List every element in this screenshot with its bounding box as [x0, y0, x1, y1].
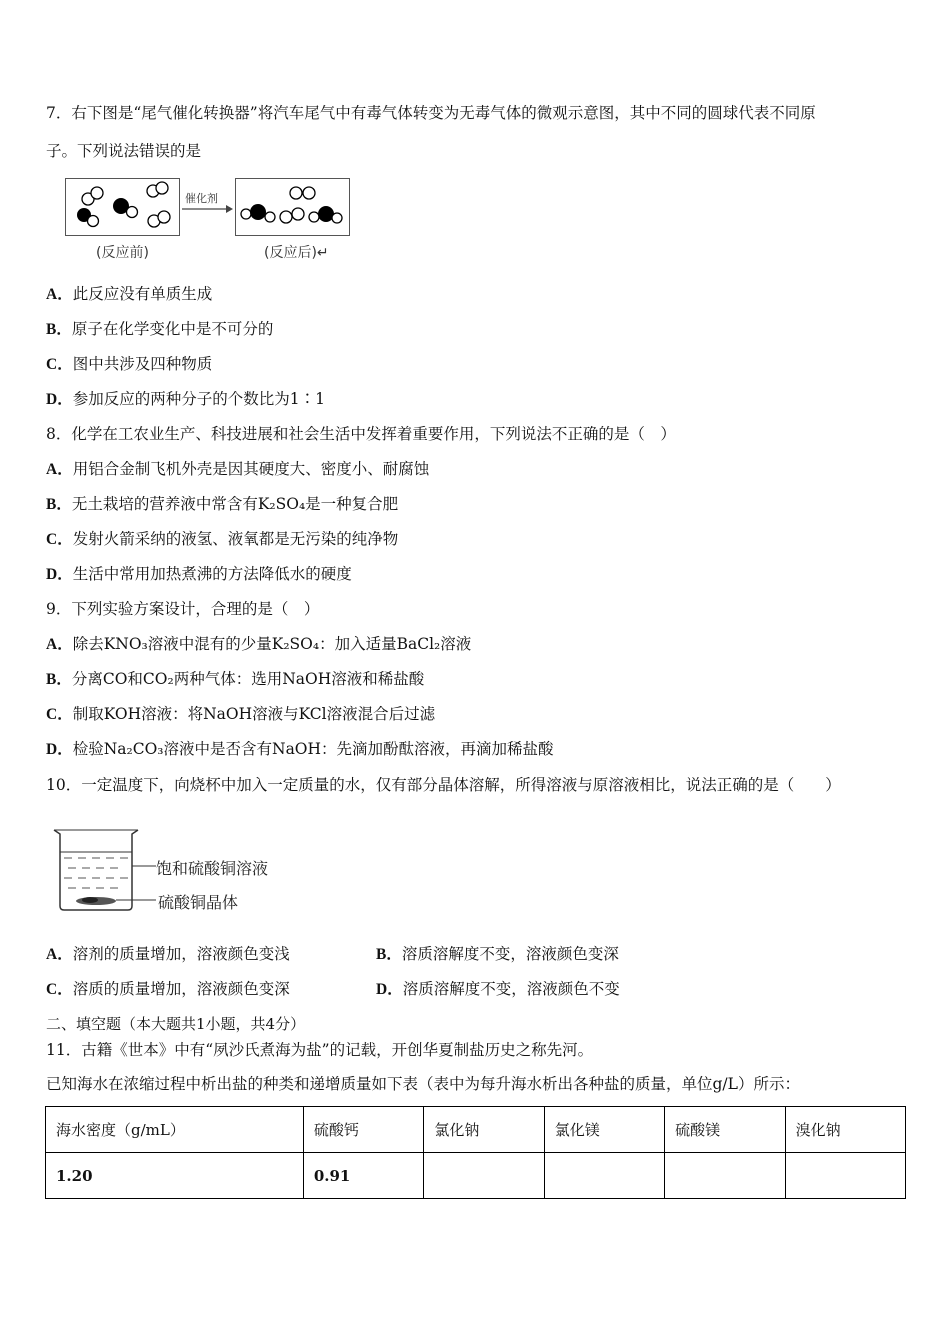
q9-option-b: B．分离CO和CO₂两种气体：选用NaOH溶液和稀盐酸	[46, 670, 425, 688]
table-cell	[424, 1153, 544, 1199]
q8-option-c: C．发射火箭采纳的液氢、液氧都是无污染的纯净物	[46, 530, 399, 548]
q7-option-a: A．此反应没有单质生成	[46, 285, 213, 303]
q9-option-c: C．制取KOH溶液：将NaOH溶液与KCl溶液混合后过滤	[46, 705, 436, 723]
reaction-arrow-icon	[180, 204, 234, 214]
reaction-after-box	[235, 178, 350, 236]
q7-stem-line1: 7．右下图是“尾气催化转换器”将汽车尾气中有毒气体转变为无毒气体的微观示意图，其中不同的圆球代表不同原	[46, 104, 816, 122]
table-cell	[665, 1153, 785, 1199]
q10-option-c: C．溶质的质量增加，溶液颜色变深	[46, 980, 290, 998]
q7-option-d: D．参加反应的两种分子的个数比为1∶1	[46, 390, 325, 408]
molecules-after-diagram	[236, 179, 349, 235]
table-cell	[544, 1153, 664, 1199]
q9-stem: 9．下列实验方案设计，合理的是（ ）	[46, 600, 320, 618]
table-header-cell: 海水密度（g/mL）	[46, 1107, 304, 1153]
table-header-cell: 硫酸镁	[665, 1107, 785, 1153]
q8-option-d: D．生活中常用加热煮沸的方法降低水的硬度	[46, 565, 352, 583]
caption-before: (反应前)	[96, 245, 149, 261]
table-header-cell: 溴化钠	[785, 1107, 905, 1153]
q10-option-b: B．溶质溶解度不变，溶液颜色变深	[376, 945, 619, 963]
q10-option-a: A．溶剂的质量增加，溶液颜色变浅	[46, 945, 290, 963]
q8-option-a: A．用铝合金制飞机外壳是因其硬度大、密度小、耐腐蚀	[46, 460, 430, 478]
q11-stem-line1: 11．古籍《世本》中有“夙沙氏煮海为盐”的记载，开创华夏制盐历史之称先河。	[46, 1041, 594, 1059]
table-header-cell: 氯化镁	[544, 1107, 664, 1153]
label-crystal: 硫酸铜晶体	[158, 893, 239, 912]
q10-stem: 10．一定温度下，向烧杯中加入一定质量的水，仅有部分晶体溶解，所得溶液与原溶液相比，说法正确的是（ ）	[46, 776, 841, 794]
q7-stem-line2: 子。下列说法错误的是	[46, 142, 202, 160]
q7-option-b: B．原子在化学变化中是不可分的	[46, 320, 274, 338]
table-cell	[785, 1153, 905, 1199]
label-saturated-solution: 饱和硫酸铜溶液	[156, 859, 269, 878]
table-header-row	[46, 1107, 906, 1153]
q11-stem-line2: 已知海水在浓缩过程中析出盐的种类和递增质量如下表（表中为每升海水析出各种盐的质量，单位g/L）所示：	[46, 1075, 800, 1093]
section-title: 二、填空题（本大题共1小题，共4分）	[46, 1015, 306, 1033]
caption-after: (反应后)↵	[264, 245, 329, 261]
beaker-diagram	[52, 826, 162, 914]
table-cell: 0.91	[303, 1153, 424, 1199]
table-cell: 1.20	[46, 1153, 304, 1199]
molecules-before-diagram	[66, 179, 179, 235]
reaction-before-box	[65, 178, 180, 236]
catalyst-label: 催化剂	[185, 192, 218, 205]
q8-stem: 8．化学在工农业生产、科技进展和社会生活中发挥着重要作用，下列说法不正确的是（ ）	[46, 425, 676, 443]
q8-option-b: B．无土栽培的营养液中常含有K₂SO₄是一种复合肥	[46, 495, 399, 513]
q10-option-d: D．溶质溶解度不变，溶液颜色不变	[376, 980, 620, 998]
q9-option-a: A．除去KNO₃溶液中混有的少量K₂SO₄：加入适量BaCl₂溶液	[46, 635, 472, 653]
q7-option-c: C．图中共涉及四种物质	[46, 355, 213, 373]
salt-table	[45, 1106, 906, 1199]
q9-option-d: D．检验Na₂CO₃溶液中是否含有NaOH：先滴加酚酞溶液，再滴加稀盐酸	[46, 740, 554, 758]
table-header-cell: 氯化钠	[424, 1107, 544, 1153]
table-header-cell: 硫酸钙	[303, 1107, 424, 1153]
table-row	[46, 1153, 906, 1199]
